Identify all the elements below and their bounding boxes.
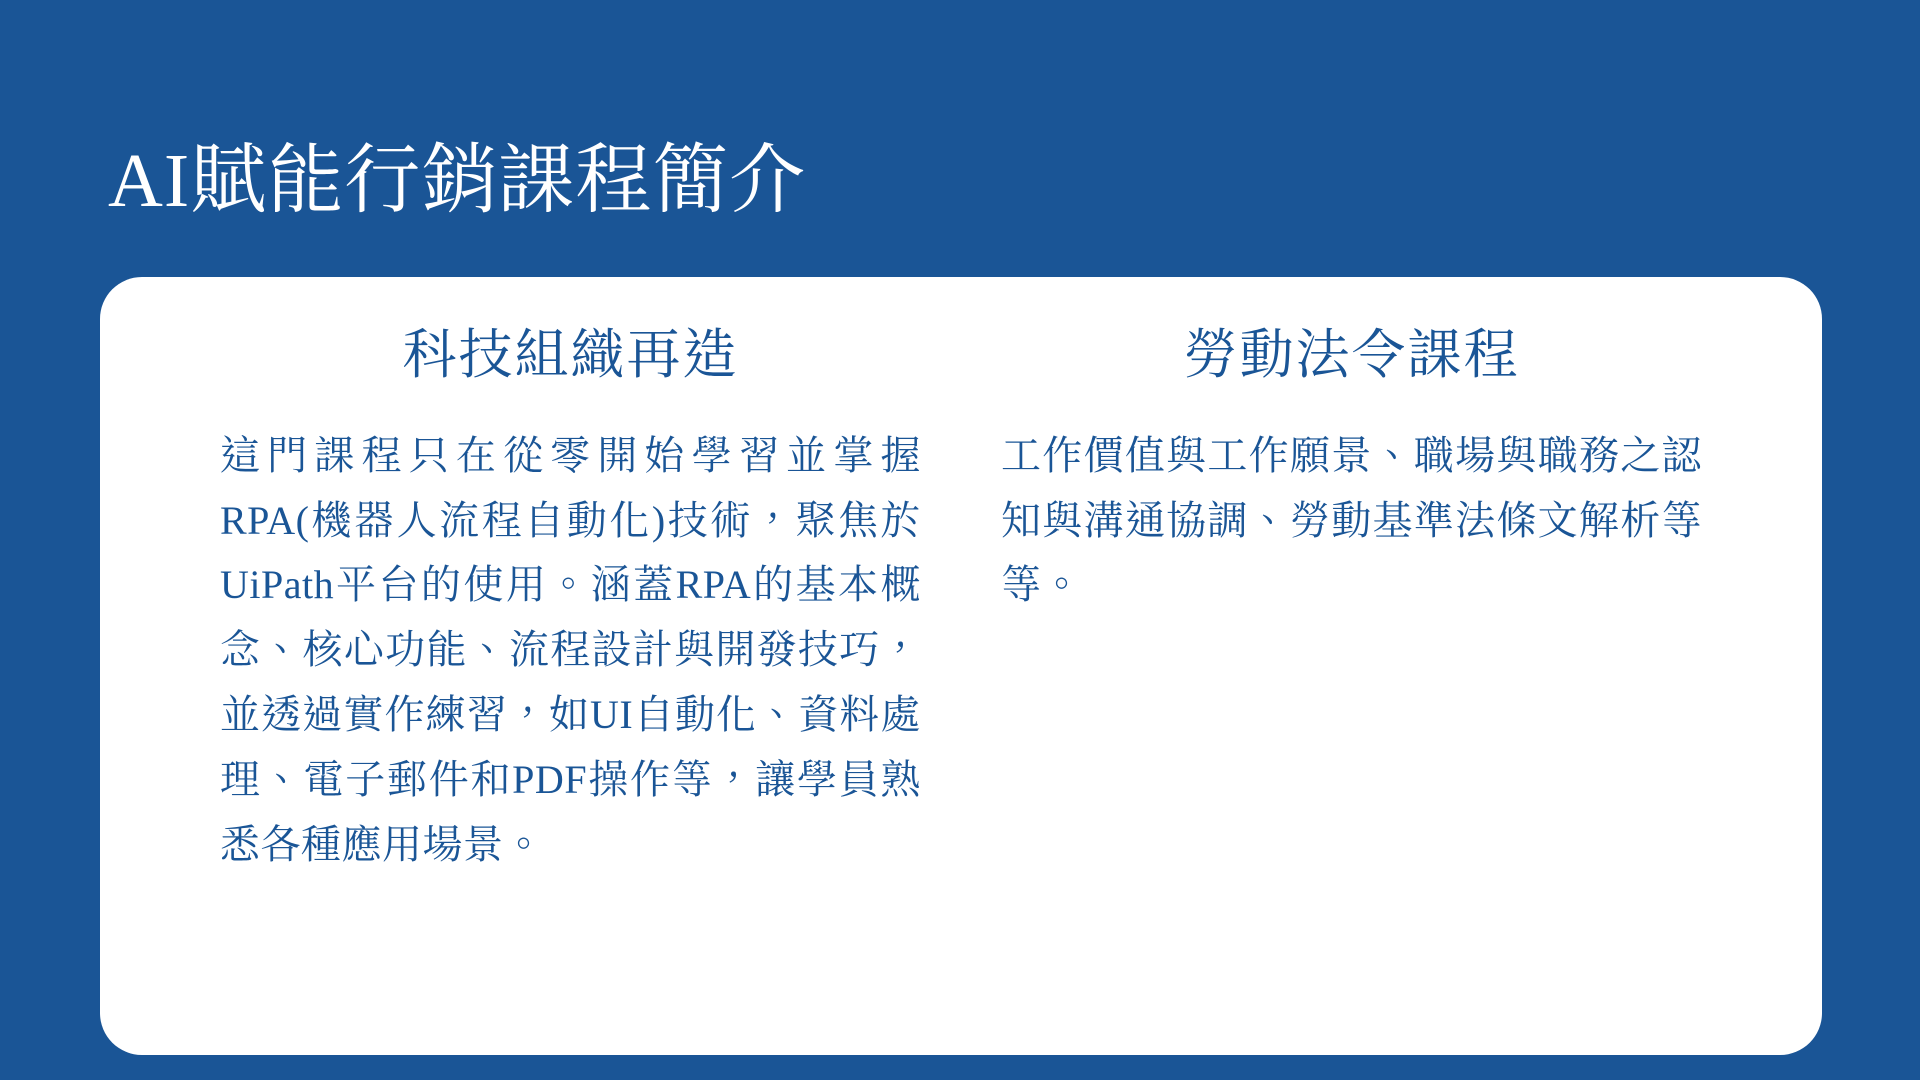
- course-description-technology: 這門課程只在從零開始學習並掌握RPA(機器人流程自動化)技術，聚焦於UiPath平台的使用。涵蓋RPA的基本概念、核心功能、流程設計與開發技巧，並透過實作練習，如UI自動化、資料處理、電子郵件和PDF操作等，讓學員熟悉各種應用場景。: [220, 432, 921, 867]
- course-column-technology: [160, 323, 961, 1025]
- course-column-labor-law: [961, 323, 1762, 1025]
- content-card: [100, 277, 1822, 1055]
- course-description-labor-law: 工作價值與工作願景、職場與職務之認知與溝通協調、勞動基準法條文解析等等。: [1001, 432, 1702, 608]
- page-title: AI賦能行銷課程簡介: [108, 138, 807, 223]
- course-heading-labor-law: 勞動法令課程: [1183, 325, 1520, 385]
- course-heading-technology: 科技組織再造: [402, 325, 739, 385]
